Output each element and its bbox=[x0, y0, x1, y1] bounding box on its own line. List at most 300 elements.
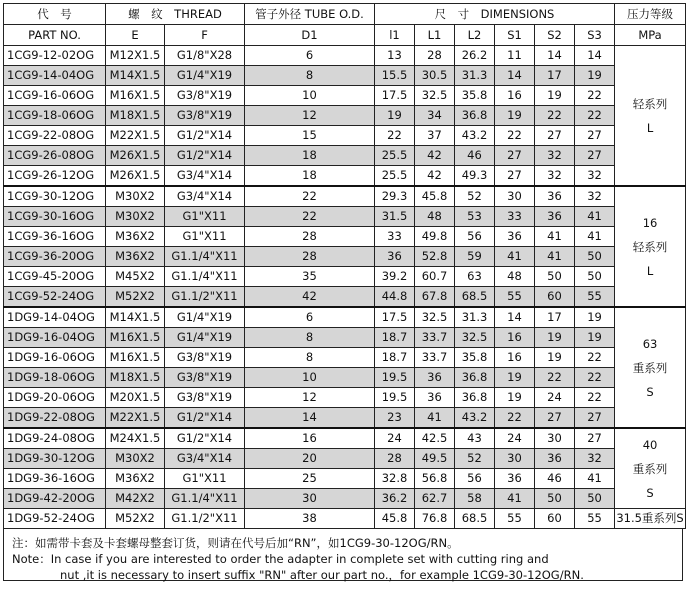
cell-S1: 36 bbox=[495, 469, 535, 489]
note-english-line2: nut ,it is necessary to insert suffix "RN" after our part no.，for example 1CG9-30-12OG/RN. bbox=[60, 568, 584, 582]
table-row bbox=[4, 368, 686, 388]
cell-e: M16X1.5 bbox=[106, 86, 165, 106]
pressure-code: S bbox=[646, 384, 654, 399]
table-row bbox=[4, 509, 686, 529]
cell-f: G3/4"X14 bbox=[165, 186, 245, 207]
cell-d1: 22 bbox=[245, 207, 375, 227]
cell-e: M36X2 bbox=[106, 469, 165, 489]
cell-L2: 32.5 bbox=[455, 328, 495, 348]
table-row bbox=[4, 489, 686, 509]
cell-L2: 58 bbox=[455, 489, 495, 509]
cell-S2: 17 bbox=[535, 66, 575, 86]
cell-f: G1/4"X19 bbox=[165, 328, 245, 348]
pressure-class-cell bbox=[615, 509, 686, 529]
cell-l1: 17.5 bbox=[375, 86, 415, 106]
cell-L1: 49.8 bbox=[415, 227, 455, 247]
cell-part: 1DG9-16-04OG bbox=[4, 328, 106, 348]
cell-S2: 46 bbox=[535, 469, 575, 489]
cell-S1: 19 bbox=[495, 368, 535, 388]
cell-d1: 38 bbox=[245, 509, 375, 529]
cell-f: G1/4"X19 bbox=[165, 66, 245, 86]
cell-part: 1CG9-16-06OG bbox=[4, 86, 106, 106]
spec-sheet bbox=[3, 3, 685, 581]
cell-L2: 31.3 bbox=[455, 307, 495, 328]
cell-e: M26X1.5 bbox=[106, 146, 165, 166]
header-pressure: 压力等级 bbox=[615, 4, 686, 25]
cell-L1: 62.7 bbox=[415, 489, 455, 509]
cell-d1: 28 bbox=[245, 227, 375, 247]
cell-d1: 42 bbox=[245, 287, 375, 308]
cell-part: 1DG9-20-06OG bbox=[4, 388, 106, 408]
cell-l1: 19 bbox=[375, 106, 415, 126]
cell-f: G1"X11 bbox=[165, 207, 245, 227]
cell-f: G1.1/2"X11 bbox=[165, 287, 245, 308]
cell-S1: 27 bbox=[495, 166, 535, 187]
pressure-code: L bbox=[646, 263, 654, 278]
cell-e: M18X1.5 bbox=[106, 106, 165, 126]
cell-d1: 12 bbox=[245, 106, 375, 126]
cell-S1: 41 bbox=[495, 489, 535, 509]
cell-L1: 33.7 bbox=[415, 328, 455, 348]
cell-e: M30X2 bbox=[106, 449, 165, 469]
cell-S3: 55 bbox=[575, 287, 615, 308]
cell-S3: 27 bbox=[575, 408, 615, 429]
cell-S1: 22 bbox=[495, 408, 535, 429]
table-row bbox=[4, 428, 686, 449]
table-row bbox=[4, 126, 686, 146]
cell-part: 1DG9-36-16OG bbox=[4, 469, 106, 489]
cell-S2: 30 bbox=[535, 428, 575, 449]
cell-part: 1CG9-18-06OG bbox=[4, 106, 106, 126]
cell-part: 1DG9-14-04OG bbox=[4, 307, 106, 328]
cell-d1: 8 bbox=[245, 328, 375, 348]
cell-S3: 32 bbox=[575, 166, 615, 187]
cell-e: M24X1.5 bbox=[106, 428, 165, 449]
cell-S3: 14 bbox=[575, 46, 615, 66]
cell-S1: 55 bbox=[495, 509, 535, 529]
cell-f: G3/8"X19 bbox=[165, 106, 245, 126]
cell-S3: 22 bbox=[575, 388, 615, 408]
cell-L2: 68.5 bbox=[455, 509, 495, 529]
cell-S3: 50 bbox=[575, 267, 615, 287]
cell-f: G1"X11 bbox=[165, 469, 245, 489]
cell-part: 1CG9-30-16OG bbox=[4, 207, 106, 227]
cell-S3: 41 bbox=[575, 227, 615, 247]
cell-l1: 45.8 bbox=[375, 509, 415, 529]
cell-S1: 27 bbox=[495, 146, 535, 166]
header-thread: 螺 纹 THREAD bbox=[106, 4, 245, 25]
table-row bbox=[4, 86, 686, 106]
cell-d1: 18 bbox=[245, 146, 375, 166]
cell-L1: 34 bbox=[415, 106, 455, 126]
cell-e: M26X1.5 bbox=[106, 166, 165, 187]
header-tube-od: 管子外径 TUBE O.D. bbox=[245, 4, 375, 25]
cell-S1: 22 bbox=[495, 126, 535, 146]
cell-S3: 19 bbox=[575, 66, 615, 86]
cell-S2: 19 bbox=[535, 348, 575, 368]
cell-L2: 36.8 bbox=[455, 368, 495, 388]
cell-S1: 11 bbox=[495, 46, 535, 66]
cell-S1: 16 bbox=[495, 86, 535, 106]
cell-L2: 31.3 bbox=[455, 66, 495, 86]
table-row bbox=[4, 46, 686, 66]
cell-d1: 10 bbox=[245, 368, 375, 388]
cell-L1: 33.7 bbox=[415, 348, 455, 368]
cell-e: M20X1.5 bbox=[106, 388, 165, 408]
table-row bbox=[4, 328, 686, 348]
cell-L1: 30.5 bbox=[415, 66, 455, 86]
pressure-class-cell bbox=[615, 186, 686, 307]
cell-L2: 46 bbox=[455, 146, 495, 166]
cell-l1: 36 bbox=[375, 247, 415, 267]
cell-S2: 60 bbox=[535, 287, 575, 308]
cell-S1: 48 bbox=[495, 267, 535, 287]
cell-d1: 22 bbox=[245, 186, 375, 207]
cell-S2: 22 bbox=[535, 368, 575, 388]
cell-S1: 16 bbox=[495, 348, 535, 368]
cell-S3: 22 bbox=[575, 348, 615, 368]
note-chinese: 注：如需带卡套及卡套螺母整套订货，则请在代号后加“RN”，如1CG9-30-12OG/RN。 bbox=[12, 536, 459, 550]
cell-d1: 30 bbox=[245, 489, 375, 509]
header-pressure-unit: MPa bbox=[615, 25, 686, 46]
cell-part: 1CG9-26-12OG bbox=[4, 166, 106, 187]
cell-f: G1.1/4"X11 bbox=[165, 489, 245, 509]
cell-e: M14X1.5 bbox=[106, 66, 165, 86]
cell-L1: 76.8 bbox=[415, 509, 455, 529]
cell-S3: 22 bbox=[575, 368, 615, 388]
cell-l1: 23 bbox=[375, 408, 415, 429]
header-dim-S3: S3 bbox=[575, 25, 615, 46]
cell-S1: 14 bbox=[495, 66, 535, 86]
pressure-code: S bbox=[646, 485, 654, 500]
cell-e: M52X2 bbox=[106, 287, 165, 308]
cell-part: 1CG9-30-12OG bbox=[4, 186, 106, 207]
cell-L1: 37 bbox=[415, 126, 455, 146]
cell-f: G3/8"X19 bbox=[165, 348, 245, 368]
cell-d1: 10 bbox=[245, 86, 375, 106]
cell-l1: 25.5 bbox=[375, 146, 415, 166]
cell-L1: 48 bbox=[415, 207, 455, 227]
cell-part: 1CG9-22-08OG bbox=[4, 126, 106, 146]
cell-S1: 36 bbox=[495, 227, 535, 247]
cell-part: 1CG9-36-16OG bbox=[4, 227, 106, 247]
header-part-en: PART NO. bbox=[4, 25, 106, 46]
cell-S2: 41 bbox=[535, 227, 575, 247]
cell-S1: 24 bbox=[495, 428, 535, 449]
cell-f: G1/2"X14 bbox=[165, 428, 245, 449]
cell-S1: 14 bbox=[495, 307, 535, 328]
cell-part: 1CG9-12-02OG bbox=[4, 46, 106, 66]
cell-e: M36X2 bbox=[106, 227, 165, 247]
cell-L1: 36 bbox=[415, 368, 455, 388]
cell-S1: 19 bbox=[495, 388, 535, 408]
cell-L2: 43 bbox=[455, 428, 495, 449]
cell-S3: 41 bbox=[575, 207, 615, 227]
cell-S2: 60 bbox=[535, 509, 575, 529]
cell-d1: 15 bbox=[245, 126, 375, 146]
cell-S2: 27 bbox=[535, 408, 575, 429]
cell-part: 1CG9-36-20OG bbox=[4, 247, 106, 267]
cell-e: M30X2 bbox=[106, 207, 165, 227]
table-row bbox=[4, 287, 686, 308]
cell-f: G3/8"X19 bbox=[165, 86, 245, 106]
cell-S2: 19 bbox=[535, 86, 575, 106]
cell-part: 1DG9-30-12OG bbox=[4, 449, 106, 469]
cell-f: G1.1/4"X11 bbox=[165, 247, 245, 267]
table-row bbox=[4, 348, 686, 368]
cell-f: G3/4"X14 bbox=[165, 166, 245, 187]
cell-d1: 18 bbox=[245, 166, 375, 187]
cell-L2: 49.3 bbox=[455, 166, 495, 187]
cell-l1: 15.5 bbox=[375, 66, 415, 86]
cell-d1: 16 bbox=[245, 428, 375, 449]
table-row bbox=[4, 146, 686, 166]
cell-part: 1CG9-26-08OG bbox=[4, 146, 106, 166]
cell-S3: 55 bbox=[575, 509, 615, 529]
cell-d1: 6 bbox=[245, 46, 375, 66]
pressure-mpa: 40 bbox=[642, 437, 658, 452]
cell-L2: 56 bbox=[455, 227, 495, 247]
table-row bbox=[4, 307, 686, 328]
header-dim-S2: S2 bbox=[535, 25, 575, 46]
table-row bbox=[4, 247, 686, 267]
cell-l1: 44.8 bbox=[375, 287, 415, 308]
cell-S2: 36 bbox=[535, 186, 575, 207]
cell-L1: 60.7 bbox=[415, 267, 455, 287]
header-dim-L2: L2 bbox=[455, 25, 495, 46]
cell-e: M30X2 bbox=[106, 186, 165, 207]
cell-e: M18X1.5 bbox=[106, 368, 165, 388]
cell-L1: 52.8 bbox=[415, 247, 455, 267]
cell-f: G1.1/2"X11 bbox=[165, 509, 245, 529]
cell-S3: 19 bbox=[575, 307, 615, 328]
cell-S2: 32 bbox=[535, 166, 575, 187]
cell-S2: 36 bbox=[535, 207, 575, 227]
cell-l1: 29.3 bbox=[375, 186, 415, 207]
cell-L2: 52 bbox=[455, 449, 495, 469]
cell-L1: 36 bbox=[415, 388, 455, 408]
cell-part: 1DG9-24-08OG bbox=[4, 428, 106, 449]
cell-e: M16X1.5 bbox=[106, 348, 165, 368]
cell-L2: 43.2 bbox=[455, 126, 495, 146]
pressure-class-cell bbox=[615, 307, 686, 428]
cell-e: M14X1.5 bbox=[106, 307, 165, 328]
cell-L1: 56.8 bbox=[415, 469, 455, 489]
cell-part: 1DG9-16-06OG bbox=[4, 348, 106, 368]
cell-S3: 50 bbox=[575, 489, 615, 509]
cell-d1: 20 bbox=[245, 449, 375, 469]
cell-L2: 52 bbox=[455, 186, 495, 207]
cell-l1: 28 bbox=[375, 449, 415, 469]
cell-part: 1DG9-42-20OG bbox=[4, 489, 106, 509]
cell-l1: 19.5 bbox=[375, 388, 415, 408]
cell-S2: 36 bbox=[535, 449, 575, 469]
cell-l1: 13 bbox=[375, 46, 415, 66]
cell-d1: 12 bbox=[245, 388, 375, 408]
cell-L2: 56 bbox=[455, 469, 495, 489]
cell-L2: 59 bbox=[455, 247, 495, 267]
cell-l1: 36.2 bbox=[375, 489, 415, 509]
pressure-label: 31.5重系列S bbox=[616, 511, 684, 525]
table-row bbox=[4, 166, 686, 187]
cell-S1: 30 bbox=[495, 449, 535, 469]
pressure-code: L bbox=[646, 120, 654, 135]
cell-S2: 17 bbox=[535, 307, 575, 328]
cell-S3: 41 bbox=[575, 469, 615, 489]
header-dimensions: 尺 寸 DIMENSIONS bbox=[375, 4, 615, 25]
cell-l1: 17.5 bbox=[375, 307, 415, 328]
cell-l1: 18.7 bbox=[375, 328, 415, 348]
table-row bbox=[4, 66, 686, 86]
cell-f: G1/8"X28 bbox=[165, 46, 245, 66]
cell-S2: 50 bbox=[535, 489, 575, 509]
cell-f: G1/4"X19 bbox=[165, 307, 245, 328]
table-row bbox=[4, 106, 686, 126]
table-row bbox=[4, 408, 686, 429]
cell-L1: 28 bbox=[415, 46, 455, 66]
header-thread-f: F bbox=[165, 25, 245, 46]
cell-f: G1/2"X14 bbox=[165, 126, 245, 146]
cell-L1: 32.5 bbox=[415, 86, 455, 106]
cell-S3: 22 bbox=[575, 106, 615, 126]
cell-L2: 26.2 bbox=[455, 46, 495, 66]
header-d1: D1 bbox=[245, 25, 375, 46]
cell-part: 1DG9-22-08OG bbox=[4, 408, 106, 429]
cell-e: M42X2 bbox=[106, 489, 165, 509]
cell-l1: 25.5 bbox=[375, 166, 415, 187]
cell-S3: 27 bbox=[575, 126, 615, 146]
cell-part: 1CG9-52-24OG bbox=[4, 287, 106, 308]
cell-S3: 27 bbox=[575, 146, 615, 166]
header-part-cn: 代 号 bbox=[4, 4, 106, 25]
cell-S3: 32 bbox=[575, 449, 615, 469]
cell-l1: 22 bbox=[375, 126, 415, 146]
cell-S2: 24 bbox=[535, 388, 575, 408]
table-row bbox=[4, 388, 686, 408]
table-row bbox=[4, 267, 686, 287]
cell-d1: 35 bbox=[245, 267, 375, 287]
header-thread-e: E bbox=[106, 25, 165, 46]
table-row bbox=[4, 469, 686, 489]
cell-d1: 25 bbox=[245, 469, 375, 489]
cell-L1: 49.5 bbox=[415, 449, 455, 469]
cell-f: G1/2"X14 bbox=[165, 408, 245, 429]
cell-d1: 28 bbox=[245, 247, 375, 267]
cell-f: G1.1/4"X11 bbox=[165, 267, 245, 287]
cell-l1: 31.5 bbox=[375, 207, 415, 227]
cell-e: M16X1.5 bbox=[106, 328, 165, 348]
header-dim-l1: l1 bbox=[375, 25, 415, 46]
cell-L1: 42.5 bbox=[415, 428, 455, 449]
cell-l1: 19.5 bbox=[375, 368, 415, 388]
cell-S3: 19 bbox=[575, 328, 615, 348]
cell-e: M45X2 bbox=[106, 267, 165, 287]
cell-f: G3/8"X19 bbox=[165, 368, 245, 388]
pressure-series: 重系列 bbox=[632, 360, 668, 375]
pressure-mpa: 63 bbox=[642, 336, 658, 351]
cell-l1: 39.2 bbox=[375, 267, 415, 287]
notes bbox=[3, 529, 683, 581]
cell-L1: 41 bbox=[415, 408, 455, 429]
cell-L2: 35.8 bbox=[455, 86, 495, 106]
cell-S2: 19 bbox=[535, 328, 575, 348]
cell-S1: 41 bbox=[495, 247, 535, 267]
cell-S2: 32 bbox=[535, 146, 575, 166]
pressure-mpa: 16 bbox=[642, 215, 658, 230]
header-dim-S1: S1 bbox=[495, 25, 535, 46]
pressure-series: 轻系列 bbox=[632, 239, 668, 254]
cell-f: G3/8"X19 bbox=[165, 388, 245, 408]
cell-e: M22X1.5 bbox=[106, 408, 165, 429]
cell-S2: 41 bbox=[535, 247, 575, 267]
cell-L1: 32.5 bbox=[415, 307, 455, 328]
cell-S3: 50 bbox=[575, 247, 615, 267]
cell-S3: 22 bbox=[575, 86, 615, 106]
cell-S2: 50 bbox=[535, 267, 575, 287]
cell-part: 1CG9-45-20OG bbox=[4, 267, 106, 287]
cell-L1: 67.8 bbox=[415, 287, 455, 308]
cell-S3: 27 bbox=[575, 428, 615, 449]
cell-part: 1DG9-52-24OG bbox=[4, 509, 106, 529]
table-row bbox=[4, 207, 686, 227]
cell-e: M36X2 bbox=[106, 247, 165, 267]
pressure-series: 轻系列 bbox=[632, 96, 668, 111]
cell-L2: 53 bbox=[455, 207, 495, 227]
pressure-class-cell bbox=[615, 428, 686, 509]
cell-e: M52X2 bbox=[106, 509, 165, 529]
cell-S2: 27 bbox=[535, 126, 575, 146]
cell-L2: 63 bbox=[455, 267, 495, 287]
cell-L2: 68.5 bbox=[455, 287, 495, 308]
table-row bbox=[4, 449, 686, 469]
cell-l1: 24 bbox=[375, 428, 415, 449]
note-english-line1: Note：In case if you are interested to order the adapter in complete set with cutting ring and bbox=[12, 552, 549, 566]
cell-L2: 36.8 bbox=[455, 106, 495, 126]
cell-f: G1/2"X14 bbox=[165, 146, 245, 166]
cell-part: 1CG9-14-04OG bbox=[4, 66, 106, 86]
cell-e: M12X1.5 bbox=[106, 46, 165, 66]
cell-S1: 55 bbox=[495, 287, 535, 308]
table-row bbox=[4, 186, 686, 207]
cell-d1: 8 bbox=[245, 66, 375, 86]
cell-L2: 43.2 bbox=[455, 408, 495, 429]
cell-S3: 32 bbox=[575, 186, 615, 207]
cell-f: G3/4"X14 bbox=[165, 449, 245, 469]
cell-e: M22X1.5 bbox=[106, 126, 165, 146]
pressure-class-cell bbox=[615, 46, 686, 187]
pressure-series: 重系列 bbox=[632, 461, 668, 476]
cell-L2: 35.8 bbox=[455, 348, 495, 368]
cell-S2: 14 bbox=[535, 46, 575, 66]
cell-f: G1"X11 bbox=[165, 227, 245, 247]
cell-S2: 22 bbox=[535, 106, 575, 126]
cell-d1: 8 bbox=[245, 348, 375, 368]
table-row bbox=[4, 227, 686, 247]
cell-l1: 33 bbox=[375, 227, 415, 247]
cell-L1: 45.8 bbox=[415, 186, 455, 207]
header-dim-L1: L1 bbox=[415, 25, 455, 46]
cell-L2: 36.8 bbox=[455, 388, 495, 408]
cell-l1: 18.7 bbox=[375, 348, 415, 368]
dimensions-table bbox=[3, 3, 686, 529]
cell-S1: 30 bbox=[495, 186, 535, 207]
cell-S1: 33 bbox=[495, 207, 535, 227]
cell-l1: 32.8 bbox=[375, 469, 415, 489]
cell-d1: 6 bbox=[245, 307, 375, 328]
cell-S1: 19 bbox=[495, 106, 535, 126]
cell-part: 1DG9-18-06OG bbox=[4, 368, 106, 388]
cell-d1: 14 bbox=[245, 408, 375, 429]
